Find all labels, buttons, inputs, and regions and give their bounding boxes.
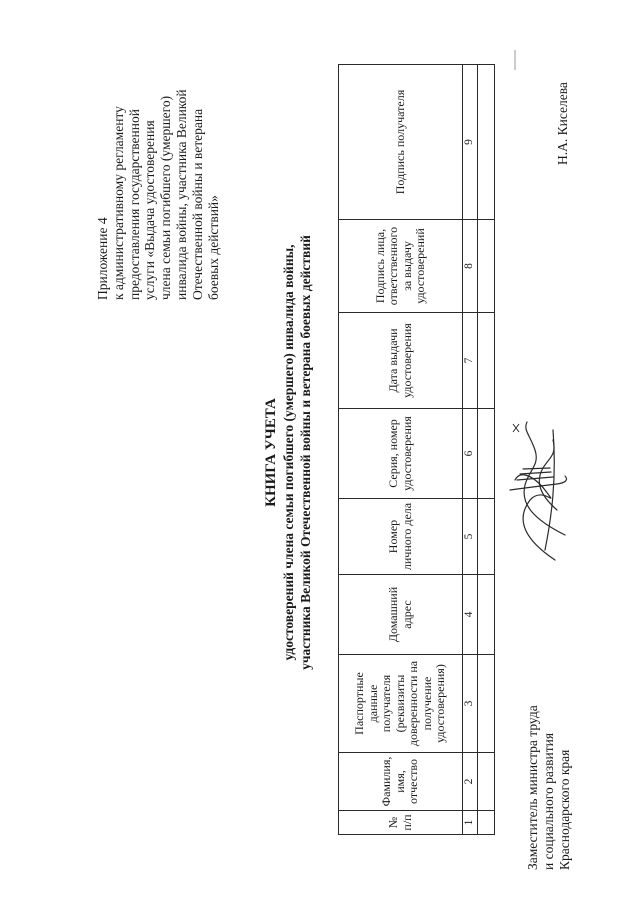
column-number: 7 <box>463 313 478 409</box>
appendix-line: Отечественной войны и ветерана <box>189 108 205 300</box>
table-cell <box>478 655 495 753</box>
column-number: 8 <box>463 220 478 313</box>
title-heading: КНИГА УЧЕТА <box>263 398 279 507</box>
table-cell <box>478 753 495 811</box>
appendix-line: члена семьи погибшего (умершего) <box>158 95 174 300</box>
column-number-row <box>463 65 478 835</box>
column-header: Домашний адрес <box>339 575 463 655</box>
title-subline: участника Великой Отечественной войны и ветерана боевых действий <box>298 235 313 670</box>
handwritten-signature <box>495 400 590 580</box>
column-header: Подпись лица, ответственного за выдачу удостоверений <box>339 220 463 313</box>
appendix-line: боевых действий» <box>205 195 221 300</box>
column-number: 1 <box>463 811 478 835</box>
signer-position <box>525 705 573 870</box>
column-header: Паспортные данные получателя (реквизиты доверенности на получение удостоверения) <box>339 655 463 753</box>
signer-line: и социального развития <box>541 732 556 870</box>
ledger-table <box>338 64 495 835</box>
table-cell <box>478 499 495 575</box>
table-cell <box>478 409 495 499</box>
table-cell <box>478 811 495 835</box>
appendix-line: Приложение 4 <box>95 217 110 300</box>
table-cell <box>478 220 495 313</box>
column-number: 5 <box>463 499 478 575</box>
scan-mark <box>514 50 516 70</box>
column-header: Серия, номер удостоверения <box>339 409 463 499</box>
column-header: Подпись получателя <box>339 65 463 220</box>
signer-line: Краснодарского края <box>557 749 572 870</box>
document-title <box>262 0 314 905</box>
column-header: № п/п <box>339 811 463 835</box>
table-header-row <box>339 65 463 835</box>
signer-name: Н.А. Киселева <box>555 82 570 165</box>
table-row <box>478 65 495 835</box>
column-number: 3 <box>463 655 478 753</box>
appendix-line: к административному регламенту <box>110 106 126 300</box>
signer-line: Заместитель министра труда <box>525 705 540 870</box>
appendix-line: инвалида войны, участника Великой <box>173 89 189 300</box>
column-header: Дата выдачи удостоверения <box>339 313 463 409</box>
appendix-line: предоставления государственной <box>126 109 142 300</box>
column-header: Фамилия, имя, отчество <box>339 753 463 811</box>
appendix-line: услуги «Выдача удостоверения <box>142 120 158 300</box>
column-header: Номер личного дела <box>339 499 463 575</box>
title-subline: удостоверений члена семьи погибшего (умершего) инвалида войны, <box>281 244 296 661</box>
table-cell <box>478 313 495 409</box>
appendix-note <box>95 89 221 300</box>
column-number: 9 <box>463 65 478 220</box>
table-cell <box>478 575 495 655</box>
column-number: 2 <box>463 753 478 811</box>
column-number: 6 <box>463 409 478 499</box>
column-number: 4 <box>463 575 478 655</box>
table-cell <box>478 65 495 220</box>
